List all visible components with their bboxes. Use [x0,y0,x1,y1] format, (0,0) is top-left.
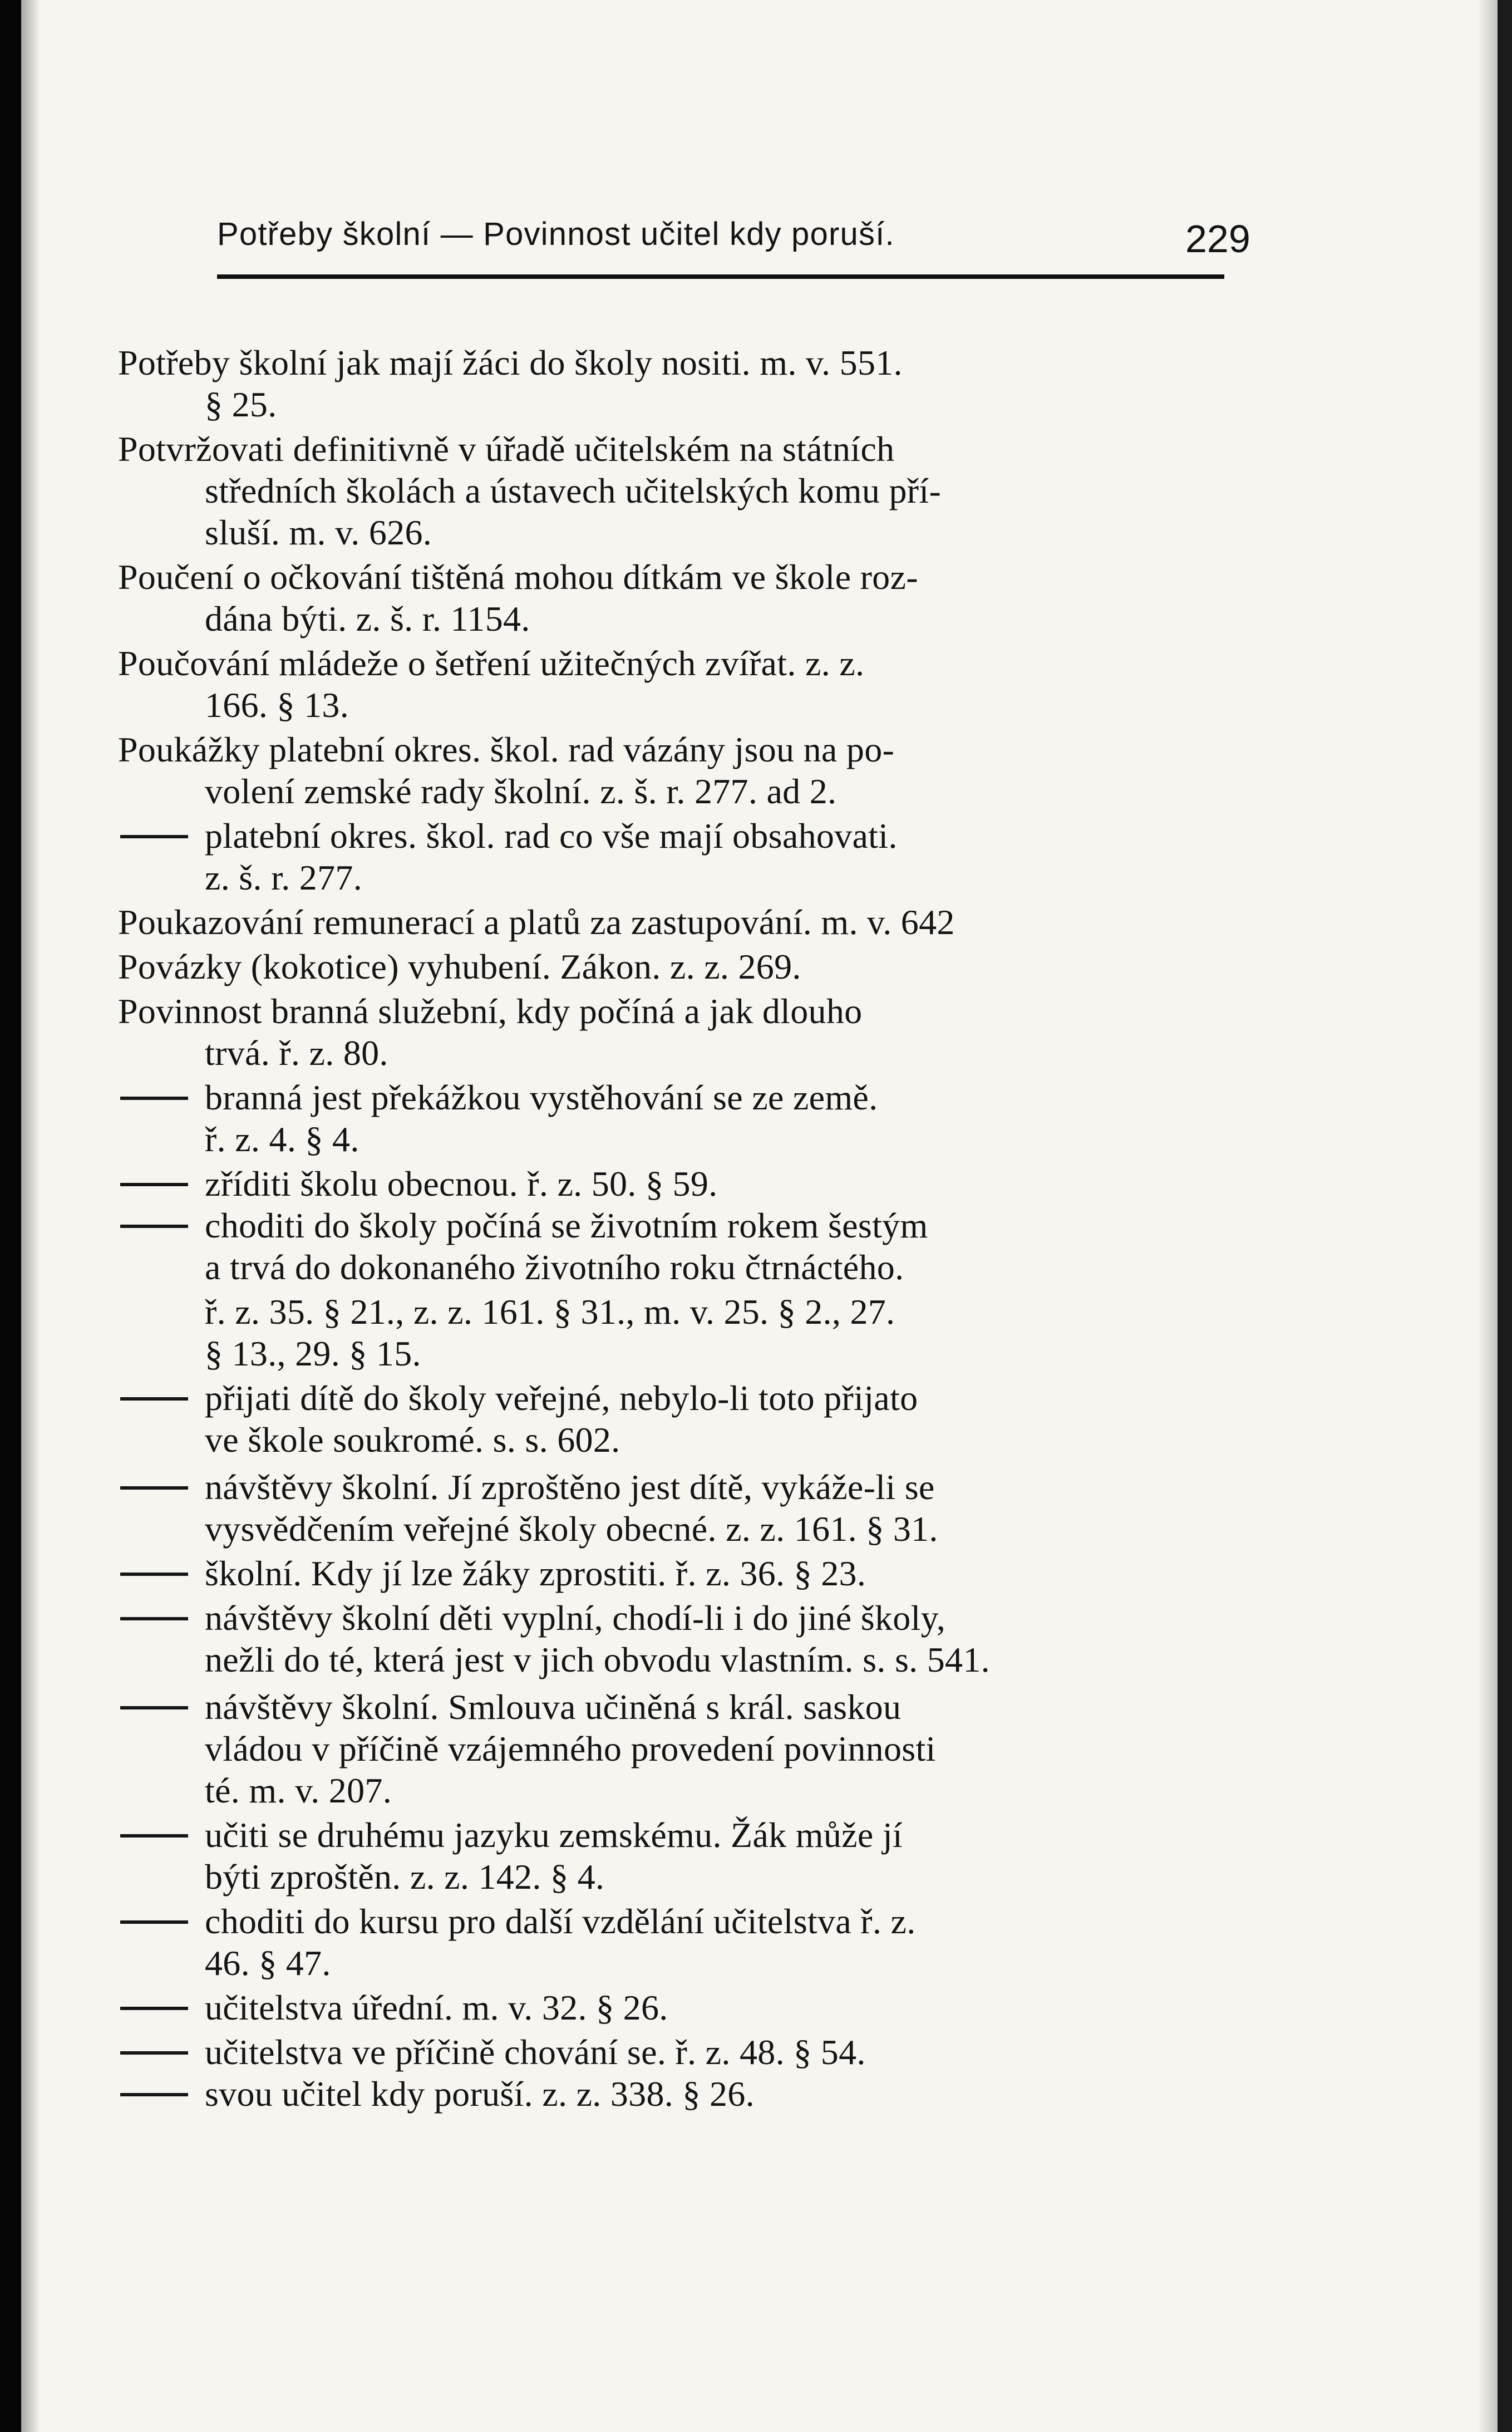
index-subentry-line: choditi do kursu pro další vzdělání učitelstva ř. z. [205,1902,916,1941]
index-dash [120,2051,188,2055]
index-dash [120,1573,188,1576]
index-continuation-line: z. š. r. 277. [205,858,362,897]
index-entry-line: Poukazování remunerací a platů za zastupování. m. v. 642 [118,902,955,942]
index-entry-line: Potvržovati definitivně v úřadě učitelském na státních [118,429,895,469]
index-dash [120,1706,188,1709]
index-continuation-line: trvá. ř. z. 80. [205,1033,388,1073]
index-entry-line: Poukážky platební okres. škol. rad vázány jsou na po- [118,730,895,769]
index-entry-line: Povinnost branná služební, kdy počíná a jak dlouho [118,991,863,1031]
index-dash [120,2007,188,2010]
index-continuation-line: 166. § 13. [205,685,349,725]
index-continuation-line: ř. z. 35. § 21., z. z. 161. § 31., m. v. 25. § 2., 27. [205,1292,895,1332]
index-dash [120,1486,188,1490]
index-entry-line: Povázky (kokotice) vyhubení. Zákon. z. z. 269. [118,947,801,986]
index-dash [120,1920,188,1924]
index-continuation-line: sluší. m. v. 626. [205,513,432,552]
index-subentry-line: platební okres. škol. rad co vše mají obsahovati. [205,816,898,856]
index-entry-line: Poučení o očkování tištěná mohou dítkám ve škole roz- [118,557,918,597]
index-subentry-line: školní. Kdy jí lze žáky zprostiti. ř. z. 36. § 23. [205,1554,866,1593]
index-dash [120,1225,188,1228]
index-continuation-line: volení zemské rady školní. z. š. r. 277. ad 2. [205,772,837,811]
index-continuation-line: té. m. v. 207. [205,1771,392,1810]
index-subentry-line: učiti se druhému jazyku zemskému. Žák může jí [205,1815,903,1855]
index-subentry-line: přijati dítě do školy veřejné, nebylo-li toto přijato [205,1378,918,1418]
index-dash [120,835,188,838]
index-continuation-line: 46. § 47. [205,1943,331,1983]
index-continuation-line: § 25. [205,385,277,424]
index-continuation-line: ve škole soukromé. s. s. 602. [205,1420,620,1460]
index-continuation-line: dána býti. z. š. r. 1154. [205,599,530,638]
index-subentry-line: svou učitel kdy poruší. z. z. 338. § 26. [205,2074,755,2114]
index-continuation-line: § 13., 29. § 15. [205,1334,421,1373]
index-continuation-line: vládou v příčině vzájemného provedení povinnosti [205,1729,936,1768]
index-dash [120,1834,188,1837]
index-subentry-line: učitelstva úřední. m. v. 32. § 26. [205,1988,668,2027]
index-continuation-line: ř. z. 4. § 4. [205,1119,359,1159]
running-title: Potřeby školní — Povinnost učitel kdy poruší. [217,216,895,252]
index-dash [120,1183,188,1186]
index-dash [120,1617,188,1620]
index-continuation-line: vysvědčením veřejné školy obecné. z. z. 161. § 31. [205,1509,938,1549]
index-entry-line: Poučování mládeže o šetření užitečných zvířat. z. z. [118,643,865,683]
page-number: 229 [1185,217,1250,261]
index-subentry-line: choditi do školy počíná se životním rokem šestým [205,1206,928,1245]
index-subentry-line: zříditi školu obecnou. ř. z. 50. § 59. [205,1164,718,1203]
index-continuation-line: nežli do té, která jest v jich obvodu vlastním. s. s. 541. [205,1640,990,1679]
index-continuation-line: býti zproštěn. z. z. 142. § 4. [205,1857,605,1897]
index-subentry-line: návštěvy školní. Jí zproštěno jest dítě, vykáže-li se [205,1467,935,1507]
index-dash [120,1097,188,1100]
index-continuation-line: středních školách a ústavech učitelských komu pří- [205,471,942,510]
index-continuation-line: a trvá do dokonaného životního roku čtrnáctého. [205,1247,904,1287]
index-subentry-line: branná jest překážkou vystěhování se ze země. [205,1078,878,1117]
index-dash [120,2093,188,2096]
index-entry-line: Potřeby školní jak mají žáci do školy nositi. m. v. 551. [118,343,903,382]
index-subentry-line: návštěvy školní děti vyplní, chodí-li i do jiné školy, [205,1598,946,1638]
index-subentry-line: učitelstva ve příčině chování se. ř. z. 48. § 54. [205,2032,866,2072]
index-dash [120,1397,188,1401]
index-subentry-line: návštěvy školní. Smlouva učiněná s král. saskou [205,1687,902,1727]
